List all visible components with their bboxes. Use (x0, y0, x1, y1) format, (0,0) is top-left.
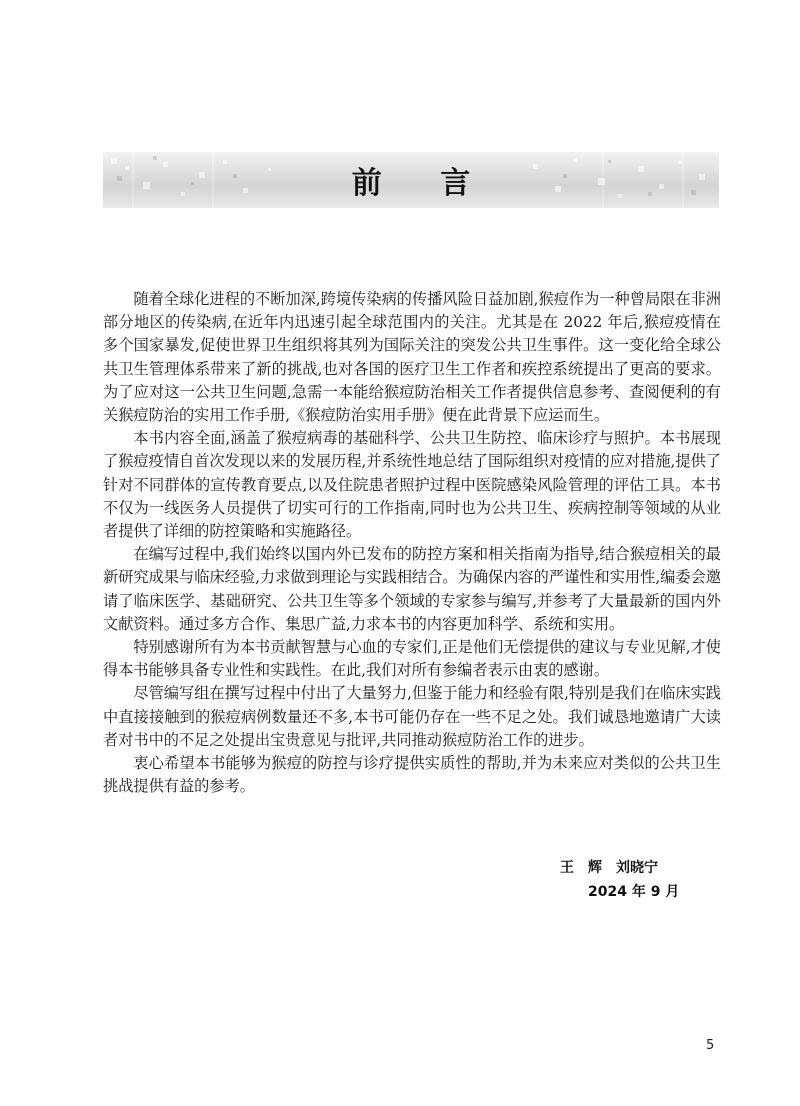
paragraph-6: 衷心希望本书能够为猴痘的防控与诊疗提供实质性的帮助,并为未来应对类似的公共卫生挑战提供有益的参考。 (103, 754, 721, 796)
page-title: 前 言 (351, 166, 495, 201)
paragraph-1: 随着全球化进程的不断加深,跨境传染病的传播风险日益加剧,猴痘作为一种曾局限在非洲部分地区的传染病,在近年内迅速引起全球范围内的关注。尤其是在 2022 年后,猴痘疫情在多个国家暴发,促使世界卫生组织将其列为国际关注的突发公共卫生事件。这一变化给全球公共卫生管理体系带来了新的挑战,也对各国的医疗卫生工作者和疾控系统提出了更高的要求。为了应对这一公共卫生问题,急需一本能给猴痘防治相关工作者提供信息参考、查阅便利的有关猴痘防治的实用工作手册,《猴痘防治实用手册》便在此背景下应运而生。 (103, 290, 721, 425)
title-banner (103, 152, 719, 208)
paragraph-4: 特别感谢所有为本书贡献智慧与心血的专家们,正是他们无偿提供的建议与专业见解,才使得本书能够具备专业性和实践性。在此,我们对所有参编者表示由衷的感谢。 (103, 638, 721, 680)
paragraph-5: 尽管编写组在撰写过程中付出了大量努力,但鉴于能力和经验有限,特别是我们在临床实践中直接接触到的猴痘病例数量还不多,本书可能仍存在一些不足之处。我们诚恳地邀请广大读者对书中的不足之处提出宝贵意见与批评,共同推动猴痘防治工作的进步。 (103, 684, 721, 749)
paragraph-2: 本书内容全面,涵盖了猴痘病毒的基础科学、公共卫生防控、临床诊疗与照护。本书展现了猴痘疫情自首次发现以来的发展历程,并系统性地总结了国际组织对疫情的应对措施,提供了针对不同群体的宣传教育要点,以及住院患者照护过程中医院感染风险管理的评估工具。本书不仅为一线医务人员提供了切实可行的工作指南,同时也为公共卫生、疾病控制等领域的从业者提供了详细的防控策略和实施路径。 (103, 429, 721, 541)
signature-date: 2024 年 9 月 (588, 884, 680, 900)
page-number: 5 (706, 1038, 715, 1053)
paragraph-3: 在编写过程中,我们始终以国内外已发布的防控方案和相关指南为指导,结合猴痘相关的最新研究成果与临床经验,力求做到理论与实践相结合。为确保内容的严谨性和实用性,编委会邀请了临床医学、基础研究、公共卫生等多个领域的专家参与编写,并参考了大量最新的国内外文献资料。通过多方合作、集思广益,力求本书的内容更加科学、系统和实用。 (103, 545, 721, 633)
signature-block (560, 856, 720, 904)
signature-authors: 王 辉 刘晓宁 (560, 860, 658, 876)
preface-body (103, 288, 721, 798)
